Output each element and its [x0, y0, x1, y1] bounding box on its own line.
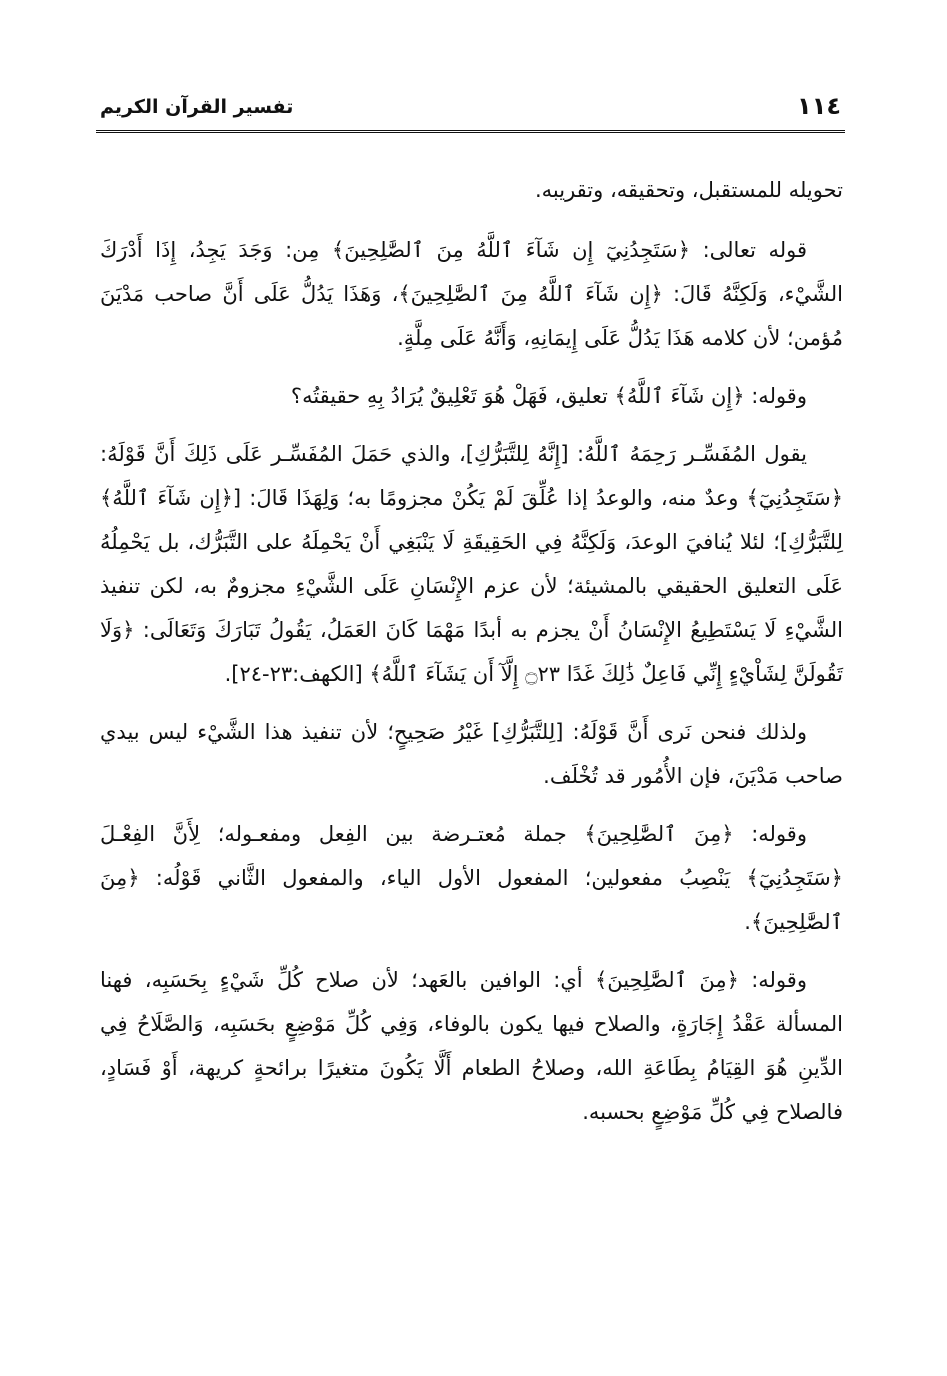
- paragraph: قوله تعالى: ﴿سَتَجِدُنِيٓ إِن شَآءَ ٱللَّهُ مِنَ ٱلصَّٰلِحِينَ﴾ مِن: وَجَدَ يَجِدُ، إِذَا أَدْرَكَ الشَّيْء، وَلَكِنَّهُ قَالَ: ﴿إِن شَآءَ ٱللَّهُ مِنَ ٱلصَّٰلِحِينَ﴾، وَهَذَا يَدُلُّ عَلَى أَنَّ صاحب مَدْيَنَ مُؤمن؛ لأن كلامه هَذَا يَدُلُّ عَلَى إِيمَانِهِ، وَأَنَّهُ عَلَى مِلَّةٍ.: [100, 238, 843, 350]
- paragraph: وقوله: ﴿مِنَ ٱلصَّٰلِحِينَ﴾ أي: الوافين بالعَهد؛ لأن صلاح كُلِّ شَيْءٍ بِحَسَبِه، فهنا المسألة عَقْدُ إِجَارَةٍ، والصلاح فيها يكون بالوفاء، وَفِي كُلِّ مَوْضِعٍ بحَسَبِه، وَالصَّلَاحُ فِي الدِّينِ هُوَ القِيَامُ بِطَاعَةِ الله، وصلاحُ الطعام أَلَّا يَكُونَ متغيرًا برائحةٍ كريهة، أَوْ فَسَادٍ، فالصلاح فِي كُلِّ مَوْضِعٍ بحسبه.: [100, 968, 843, 1124]
- page-number: ١١٤: [797, 92, 841, 120]
- paragraph: ولذلك فنحن نَرى أَنَّ قَوْلَهُ: [لِلتَّبَرُّكِ] غَيْرُ صَحِيحٍ؛ لأن تنفيذ هذا الشَّيْء ليس بيدي صاحب مَدْيَنَ، فإن الأُمُور قد تُخْلَف.: [100, 720, 843, 788]
- paragraph: يقول المُفَسِّـر رَحِمَهُ ٱللَّهُ: [إِنَّهُ لِلتَّبَرُّكِ]، والذي حَمَلَ المُفَسِّـر عَلَى ذَلِكَ أَنَّ قَوْلَهُ: ﴿سَتَجِدُنِيٓ﴾ وعدٌ منه، والوعدُ إذا عُلِّقَ لَمْ يَكُنْ مجزومًا به؛ وَلِهَذَا قَالَ: [﴿إِن شَآءَ ٱللَّهُ﴾ لِلتَّبَرُّكِ]؛ لئلا يُنافيَ الوعدَ، وَلَكِنَّهُ فِي الحَقِيقَةِ لَا يَنْبَغِي أَنْ يَحْمِلَهُ على التَّبَرُّك، بل يَحْمِلُهُ عَلَى التعليق الحقيقي بالمشيئة؛ لأن عزم الإِنْسَانِ عَلَى الشَّيْءِ مجزومٌ به، لكن تنفيذ الشَّيْءِ لَا يَسْتَطِيعُ الإِنْسَانُ أَنْ يجزم به أبدًا مَهْمَا كَانَ العَمَلُ، يَقُولُ تَبَارَكَ وَتَعَالَى: ﴿وَلَا تَقُولَنَّ لِشَاْيْءٍ إِنِّي فَاعِلٌ ذَٰلِكَ غَدًا ۝٢٣ إِلَّآ أَن يَشَآءَ ٱللَّهُ﴾ [الكهف:٢٣-٢٤].: [100, 442, 843, 686]
- paragraph: وقوله: ﴿إِن شَآءَ ٱللَّهُ﴾ تعليق، فَهَلْ هُوَ تَعْلِيقٌ يُرَادُ بِهِ حقيقتُه؟: [290, 384, 807, 408]
- page-body: [100, 168, 843, 1148]
- paragraph: تحويله للمستقبل، وتحقيقه، وتقريبه.: [534, 178, 843, 202]
- running-title: تفسير القرآن الكريم: [100, 96, 294, 118]
- page-header: [96, 92, 845, 133]
- paragraph: وقوله: ﴿مِنَ ٱلصَّٰلِحِينَ﴾ جملة مُعتـرضة بين الفِعل ومفعـوله؛ لِأَنَّ الفِعْـلَ ﴿سَتَجِدُنِيٓ﴾ يَنْصِبُ مفعولين؛ المفعول الأول الياء، والمفعول الثَّاني قَوْلُه: ﴿مِنَ ٱلصَّٰلِحِينَ﴾.: [100, 822, 843, 934]
